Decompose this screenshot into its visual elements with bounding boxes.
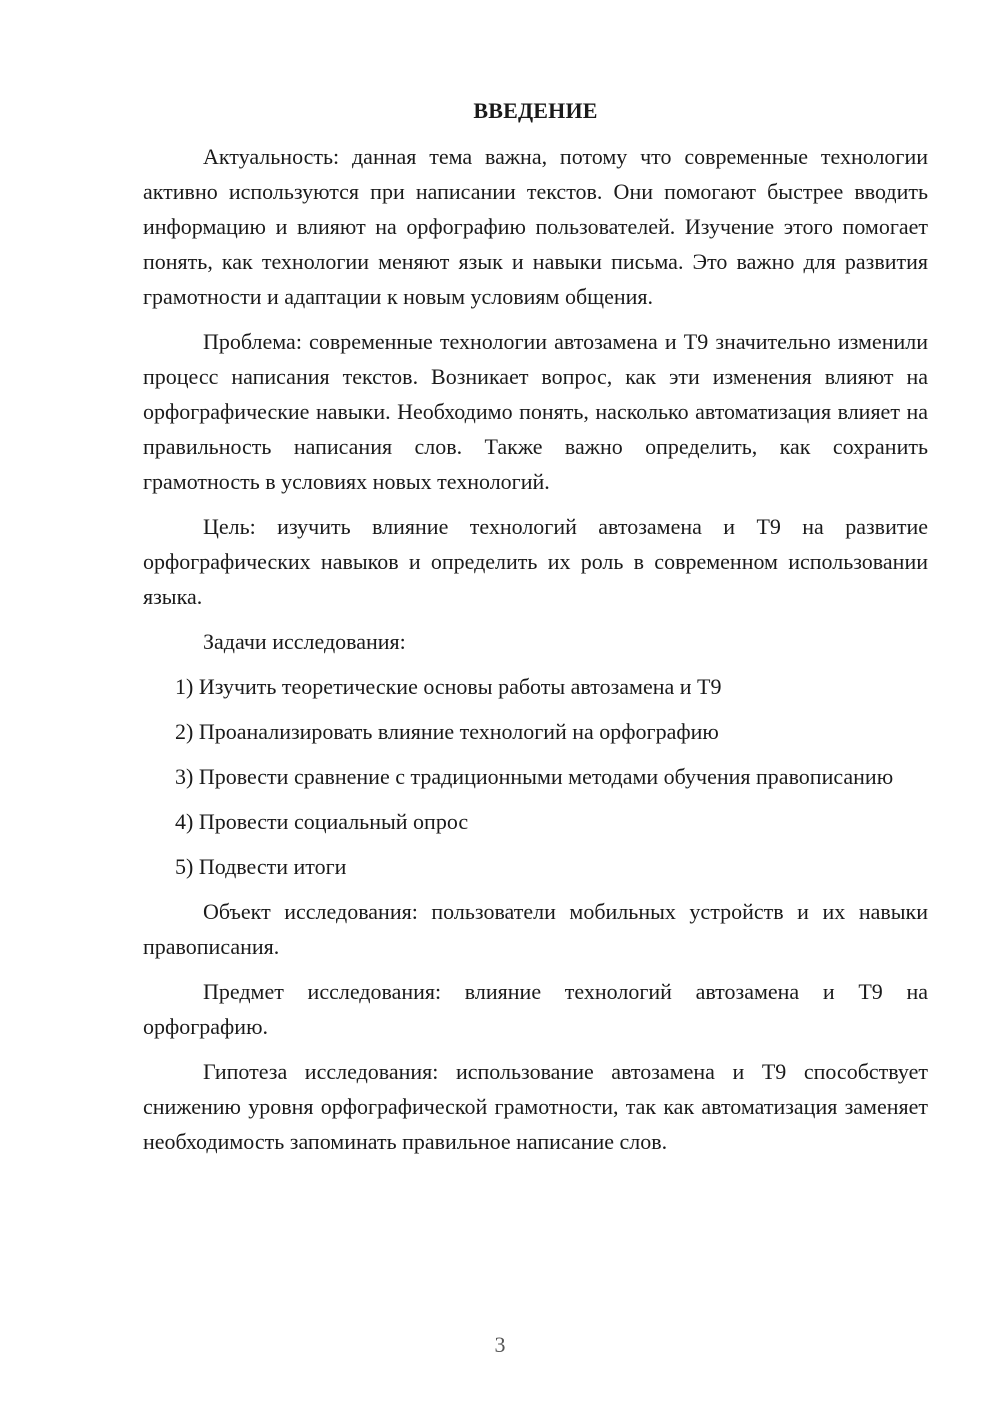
paragraph-relevance: Актуальность: данная тема важна, потому что современные технологии активно используются при написании текстов. Они помогают быстрее вводить информацию и влияют на орфографию пользователей. Изучение этого помогает понять, как технологии меняют язык и навыки письма. Это важно для развития грамотности и адаптации к новым условиям общения. [143,144,928,309]
task-item-4: 4) Провести социальный опрос [175,809,469,834]
paragraph-problem: Проблема: современные технологии автозамена и Т9 значительно изменили процесс написания текстов. Возникает вопрос, как эти изменения влияют на орфографические навыки. Необходимо понять, насколько автоматизация влияет на правильность написания слов. Также важно определить, как сохранить грамотность в условиях новых технологий. [143,329,928,494]
tasks-heading: Задачи исследования: [203,629,406,654]
task-item-5: 5) Подвести итоги [175,854,347,879]
section-title: ВВЕДЕНИЕ [473,98,598,123]
paragraph-subject: Предмет исследования: влияние технологий автозамена и Т9 на орфографию. [143,979,928,1039]
page-number: 3 [494,1332,506,1357]
task-item-1: 1) Изучить теоретические основы работы автозамена и Т9 [175,674,722,699]
task-item-2: 2) Проанализировать влияние технологий на орфографию [175,719,719,744]
paragraph-hypothesis: Гипотеза исследования: использование автозамена и Т9 способствует снижению уровня орфографической грамотности, так как автоматизация заменяет необходимость запоминать правильное написание слов. [143,1059,928,1154]
paragraph-object: Объект исследования: пользователи мобильных устройств и их навыки правописания. [143,899,928,959]
paragraph-goal: Цель: изучить влияние технологий автозамена и Т9 на развитие орфографических навыков и определить их роль в современном использовании языка. [143,514,928,609]
task-item-3: 3) Провести сравнение с традиционными методами обучения правописанию [175,764,894,789]
document-body [143,96,928,1169]
